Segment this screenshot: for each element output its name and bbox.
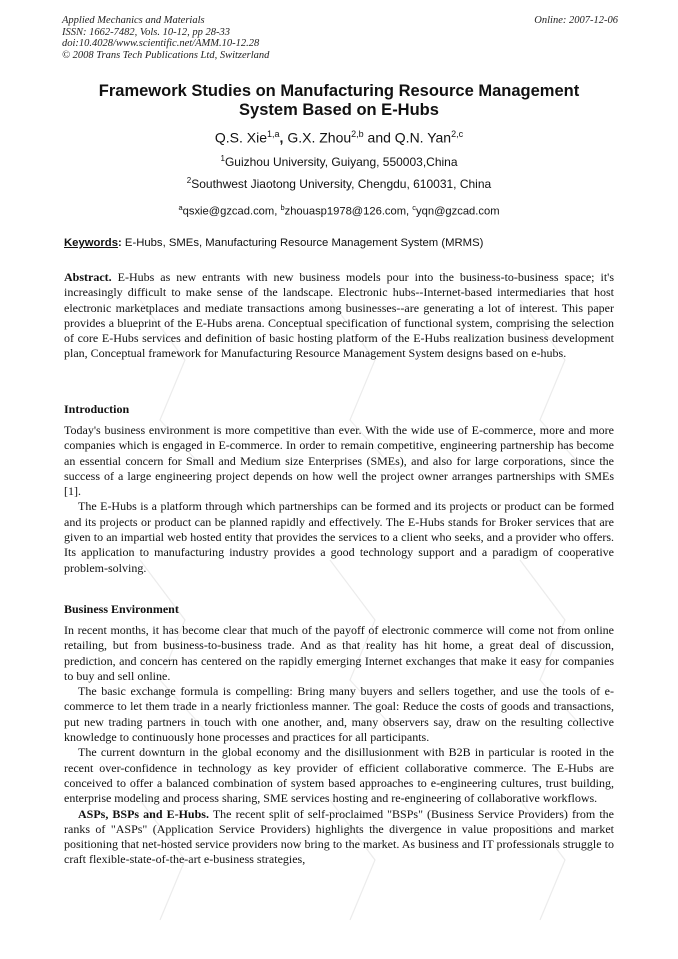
abstract-label: Abstract.: [64, 270, 112, 284]
email-b-mark: b: [280, 203, 285, 212]
journal-name: Applied Mechanics and Materials: [62, 15, 205, 26]
author-3: Q.N. Yan: [394, 129, 452, 146]
author-list: [64, 126, 614, 147]
affiliation-2-text: Southwest Jiaotong University, Chengdu, 610031, China: [191, 177, 492, 191]
author-emails: [64, 201, 614, 219]
env-paragraph-4-text: The recent split of self-proclaimed "BSPs" (Business Service Providers) from the ranks of "ASPs" (Application Service Providers) highlights the divergence in value propositions and market positioning that net-hosted service providers now bring to the market. As business and IT professionals struggle to craft flexible-state-of-the-art e-business strategies,: [64, 806, 615, 867]
abstract-text: E-Hubs as new entrants with new business models pour into the business-to-business space; it's increasingly difficult to make sense of the landscape. Electronic hubs--Internet-based intermediaries that host electronic marketplaces and mediate transactions among businesses--are generating a lot of interest. This paper provides a blueprint of the E-Hubs arena. Conceptual specification of functional system, comprising the selection of core E-Hubs services and definition of basic hosting platform of the E-Hubs realization business development plan, Conceptual framework for Manufacturing Resource Management System designs based on e-hubs.: [64, 270, 614, 361]
author-2: G.X. Zhou: [287, 129, 352, 146]
business-environment-section: [64, 623, 614, 868]
asps-label: ASPs, BSPs and E-Hubs.: [78, 806, 209, 821]
title-line-1: Framework Studies on Manufacturing Resource Management: [98, 82, 580, 100]
email-c-mark: c: [412, 203, 417, 212]
env-paragraph-2: The basic exchange formula is compelling: Bring many buyers and sellers together, and use the tools of e-commerce to let them trade in a nearly frictionless manner. The goal: Reduce the costs of goods and transactions, put new trading partners in touch with one another, and, many observers say, draw on the resulting collective knowledge to continuously hone processes and practices for all participants.: [64, 684, 614, 745]
abstract: [64, 270, 614, 362]
author-separator: ,: [279, 129, 288, 146]
affiliation-1-text: Guizhou University, Guiyang, 550003,China: [224, 155, 458, 169]
doi-line: doi:10.4028/www.scientific.net/AMM.10-12.28: [62, 38, 260, 49]
affiliation-1-mark: 1: [220, 154, 225, 163]
affiliation-2-mark: 2: [186, 176, 192, 185]
author-3-affil: 2,c: [451, 129, 464, 139]
journal-header: [62, 15, 618, 61]
title-line-2: System Based on E-Hubs: [239, 101, 439, 119]
section-heading-business-environment: Business Environment: [64, 602, 179, 616]
env-paragraph-3: The current downturn in the global economy and the disillusionment with B2B in particular is rooted in the recent over-confidence in technology as key provider of efficient collaborative commerce. The E-Hubs are conceived to offer a balanced combination of system based approaches to e-engineering cultures, trust building, enterprise modeling and process sharing, SME services hosting and re-engineering of collaborative workflows.: [64, 745, 614, 806]
issn-line: ISSN: 1662-7482, Vols. 10-12, pp 28-33: [62, 26, 230, 38]
section-heading-introduction: Introduction: [64, 402, 130, 416]
intro-paragraph-2: The E-Hubs is a platform through which partnerships can be formed and its projects or product can be formed and its projects or product can be planned rapidly and effectively. The E-Hubs stands for Broker services that are given to an impartial web hosted entity that provides the services to a client who seeks, and a provider who offers. Its application to manufacturing industry provides a good technology support and a paradigm of cooperative problem-solving.: [64, 499, 614, 575]
keywords-text: E-Hubs, SMEs, Manufacturing Resource Management System (MRMS): [121, 237, 484, 249]
online-date: Online: 2007-12-06: [534, 15, 618, 26]
email-c: yqn@gzcad.com: [416, 205, 500, 218]
intro-paragraph-1: Today's business environment is more competitive than ever. With the wide use of E-commerce, more and more companies which is engaged in E-commerce. In order to remain competitive, engineering partnership has become an essential concern for Small and Medium size Enterprises (SMEs), and also for large corporations, since the success of a large engineering project depends on how well the project owner arranges partnerships with SMEs [1].: [64, 423, 614, 499]
author-2-affil: 2,b: [351, 129, 364, 139]
env-paragraph-4: [64, 807, 614, 868]
email-b: zhouasp1978@126.com,: [284, 205, 413, 218]
affiliation-2: [64, 174, 614, 191]
env-paragraph-1: In recent months, it has become clear that much of the payoff of electronic commerce will come not from online retailing, but from business-to-business trade. And as that reality has hit home, a great deal of discussion, prediction, and concern has centered on the rapidly emerging Internet exchanges that make it easy for companies to buy and sell online.: [64, 623, 614, 683]
email-a-mark: a: [178, 203, 183, 212]
introduction-section: [64, 423, 614, 576]
keywords: [64, 236, 624, 250]
author-1: Q.S. Xie: [214, 129, 268, 146]
author-1-affil: 1,a: [267, 129, 280, 139]
affiliation-1: [64, 152, 614, 169]
copyright-line: © 2008 Trans Tech Publications Ltd, Switzerland: [62, 49, 270, 61]
keywords-label: Keywords: [64, 237, 118, 249]
keywords-colon: :: [118, 237, 122, 249]
email-a: qsxie@gzcad.com,: [182, 205, 281, 218]
paper-title: [64, 82, 614, 120]
author-separator: and: [363, 129, 395, 146]
